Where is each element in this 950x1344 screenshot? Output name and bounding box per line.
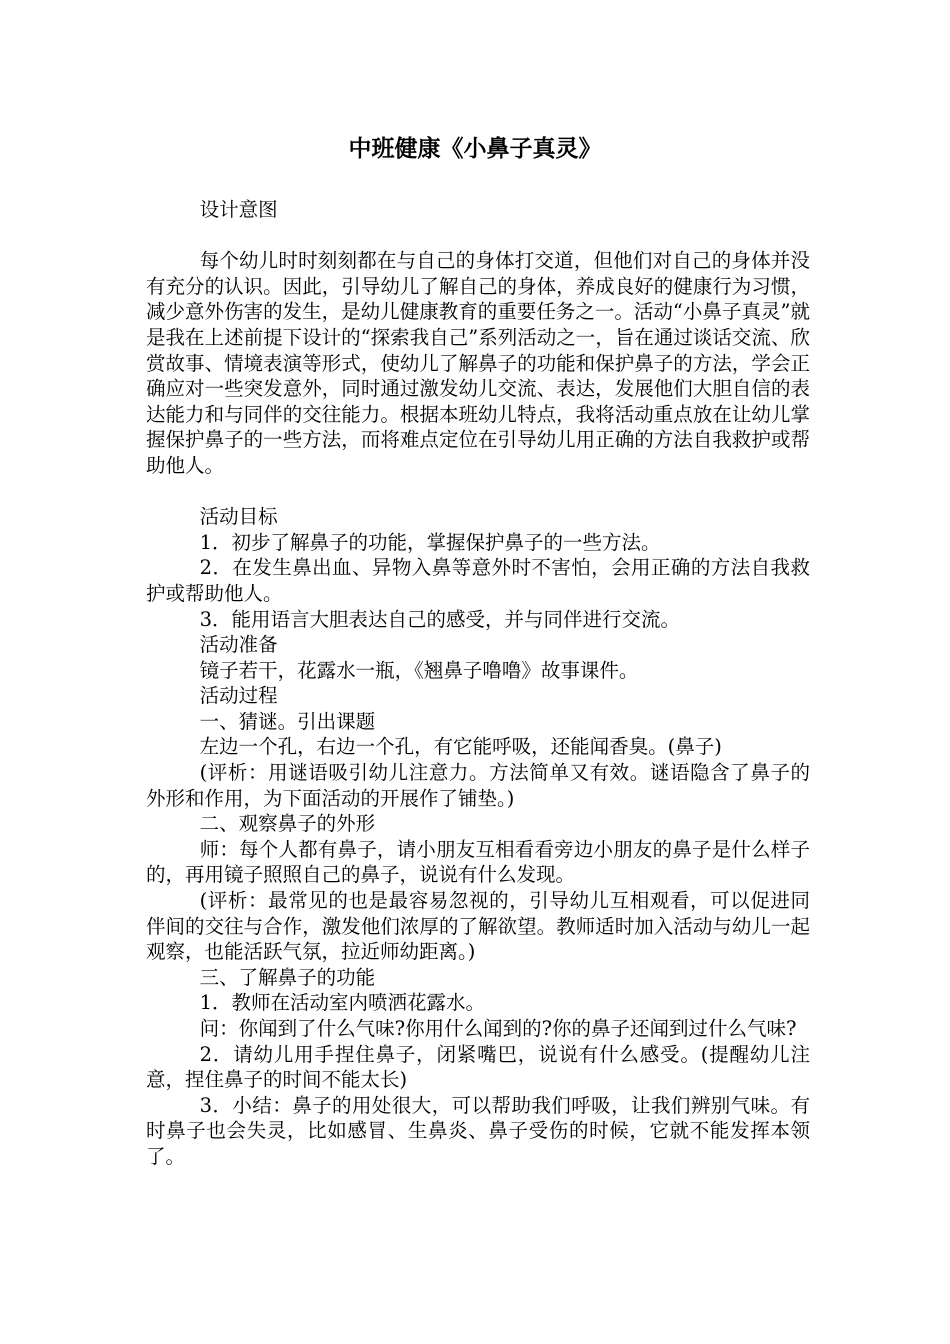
step3-item-1: 1．教师在活动室内喷洒花露水。	[199, 991, 486, 1015]
step1-riddle: 左边一个孔，右边一个孔，有它能呼吸，还能闻香臭。(鼻子)	[199, 735, 722, 759]
design-intent-paragraph: 每个幼儿时时刻刻都在与自己的身体打交道，但他们对自己的身体并没有充分的认识。因此，引导幼儿了解自己的身体，养成良好的健康行为习惯，减少意外伤害的发生，是幼儿健康教育的重要任务之一。活动“小鼻子真灵”就是我在上述前提下设计的“探索我自己”系列活动之一，旨在通过谈话交流、欣赏故事、情境表演等形式，使幼儿了解鼻子的功能和保护鼻子的方法，学会正确应对一些突发意外，同时通过激发幼儿交流、表达，发展他们大胆自信的表达能力和与同伴的交往能力。根据本班幼儿特点，我将活动重点放在让幼儿掌握保护鼻子的一些方法，而将难点定位在引导幼儿用正确的方法自我救护或帮助他人。	[146, 249, 810, 477]
step3-question: 问：你闻到了什么气味?你用什么闻到的?你的鼻子还闻到过什么气味?	[199, 1017, 797, 1040]
step3-item-2: 2．请幼儿用手捏住鼻子，闭紧嘴巴，说说有什么感受。(提醒幼儿注意，捏住鼻子的时间不能太长)	[146, 1042, 810, 1092]
goals-heading: 活动目标	[199, 505, 278, 529]
step3-item-3: 3．小结：鼻子的用处很大，可以帮助我们呼吸，让我们辨别气味。有时鼻子也会失灵，比如感冒、生鼻炎、鼻子受伤的时候，它就不能发挥本领了。	[146, 1093, 810, 1168]
step3-heading: 三、了解鼻子的功能	[199, 965, 376, 989]
step2-heading: 二、观察鼻子的外形	[199, 812, 376, 836]
step1-comment: (评析：用谜语吸引幼儿注意力。方法简单又有效。谜语隐含了鼻子的外形和作用，为下面活动的开展作了铺垫。)	[146, 761, 810, 810]
step2-comment: (评析：最常见的也是最容易忽视的，引导幼儿互相观看，可以促进同伴间的交往与合作，激发他们浓厚的了解欲望。教师适时加入活动与幼儿一起观察，也能活跃气氛，拉近师幼距离。)	[146, 889, 810, 964]
step2-teacher-line: 师：每个人都有鼻子，请小朋友互相看看旁边小朋友的鼻子是什么样子的，再用镜子照照自己的鼻子，说说有什么发现。	[146, 837, 810, 887]
document-title: 中班健康《小鼻子真灵》	[348, 135, 602, 162]
goal-item-1: 1．初步了解鼻子的功能，掌握保护鼻子的一些方法。	[199, 530, 661, 554]
step1-heading: 一、猜谜。引出课题	[199, 709, 376, 733]
document-body	[146, 197, 810, 1170]
goal-item-2: 2．在发生鼻出血、异物入鼻等意外时不害怕，会用正确的方法自我救护或帮助他人。	[146, 556, 810, 605]
preparation-heading: 活动准备	[199, 633, 278, 657]
process-heading: 活动过程	[199, 684, 278, 708]
goal-item-3: 3．能用语言大胆表达自己的感受，并与同伴进行交流。	[199, 607, 681, 631]
design-intent-heading: 设计意图	[199, 198, 278, 221]
preparation-body: 镜子若干，花露水一瓶，《翘鼻子噜噜》故事课件。	[199, 658, 639, 682]
